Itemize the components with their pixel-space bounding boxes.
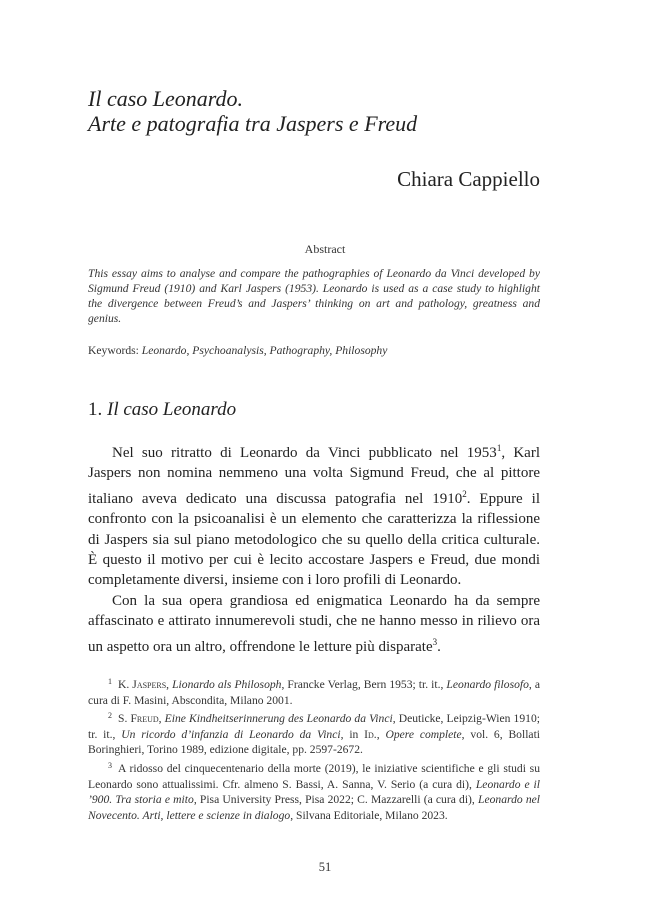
- footnotes: [88, 674, 540, 823]
- keywords-values: Leonardo, Psychoanalysis, Pathography, Philosophy: [141, 344, 388, 357]
- section-heading: [88, 399, 236, 421]
- keywords-label: Keywords:: [88, 344, 142, 357]
- section-number: 1.: [88, 399, 107, 420]
- title-line-1: Il caso Leonardo.: [88, 86, 244, 111]
- footnote-3: $^3$ A ridosso del cinquecentenario della morte (2019), le iniziative scientifiche e gli studi su Leonardo sono attualissimi. Cfr. almeno S. Bassi, A. Sanna, V. Serio (a cura di), Leonardo e il ’900. Tra storia e mito, Pisa University Press, Pisa 2022; C. Mazzarelli (a cura di), Leonardo nel Novecento. Arti, lettere e scienze in dialogo, Silvana Editoriale, Milano 2023.: [88, 760, 541, 822]
- footnote-1: $^1$ K. Jaspers, Lionardo als Philosoph, Francke Verlag, Bern 1953; tr. it., Leonardo filosofo, a cura di F. Masini, Abscondita, Milano 2001.: [88, 677, 540, 707]
- page-number: 51: [318, 860, 332, 874]
- footnote-ref-3[interactable]: 3: [432, 636, 438, 647]
- paragraph-1: Nel suo ritratto di Leonardo da Vinci pubblicato nel 1953$^1$, Karl Jaspers non nomina nemmeno una volta Sigmund Freud, che al pittore italiano aveva dedicato una discussa patografia nel 1910$^2$. Eppure il confronto con la psicoanalisi è un elemento che caratterizza la riflessione di Jaspers sia sul piano metodologico che su quello della critica culturale. È questo il motivo per cui è lecito accostare Jaspers e Freud, due mondi completamente diversi, insieme con i loro profili di Leonardo.: [88, 443, 541, 589]
- footnote-ref-2[interactable]: 2: [462, 488, 467, 499]
- section-title: Il caso Leonardo: [107, 399, 237, 420]
- abstract-heading: Abstract: [304, 242, 346, 256]
- author-name: Chiara Cappiello: [397, 167, 540, 191]
- footnote-ref-1[interactable]: 1: [496, 443, 502, 453]
- footnote-2: $^2$ S. Freud, Eine Kindheitserinnerung des Leonardo da Vinci, Deuticke, Leipzig-Wien 1910; tr. it., Un ricordo d’infanzia di Leonardo da Vinci, in Id., Opere complete, vol. 6, Bollati Boringhieri, Torino 1989, edizione digitale, pp. 2597-2672.: [88, 711, 541, 757]
- keywords: [88, 344, 540, 357]
- abstract-text: This essay aims to analyse and compare the pathographies of Leonardo da Vinci developed by Sigmund Freud (1910) and Karl Jaspers (1953). Leonardo is used as a case study to highlight the divergence between Freud’s and Jaspers’ thinking on art and pathology, greatness and genius.: [88, 267, 540, 325]
- title-line-2: Arte e patografia tra Jaspers e Freud: [88, 111, 418, 136]
- body-text: [88, 438, 540, 657]
- article-title: [88, 86, 417, 136]
- paragraph-2: Con la sua opera grandiosa ed enigmatica Leonardo ha da sempre affascinato e attirato innumerevoli studi, che ne hanno messo in rilievo ora un aspetto ora un altro, offrendone le letture più disparate$^3$.: [88, 592, 540, 655]
